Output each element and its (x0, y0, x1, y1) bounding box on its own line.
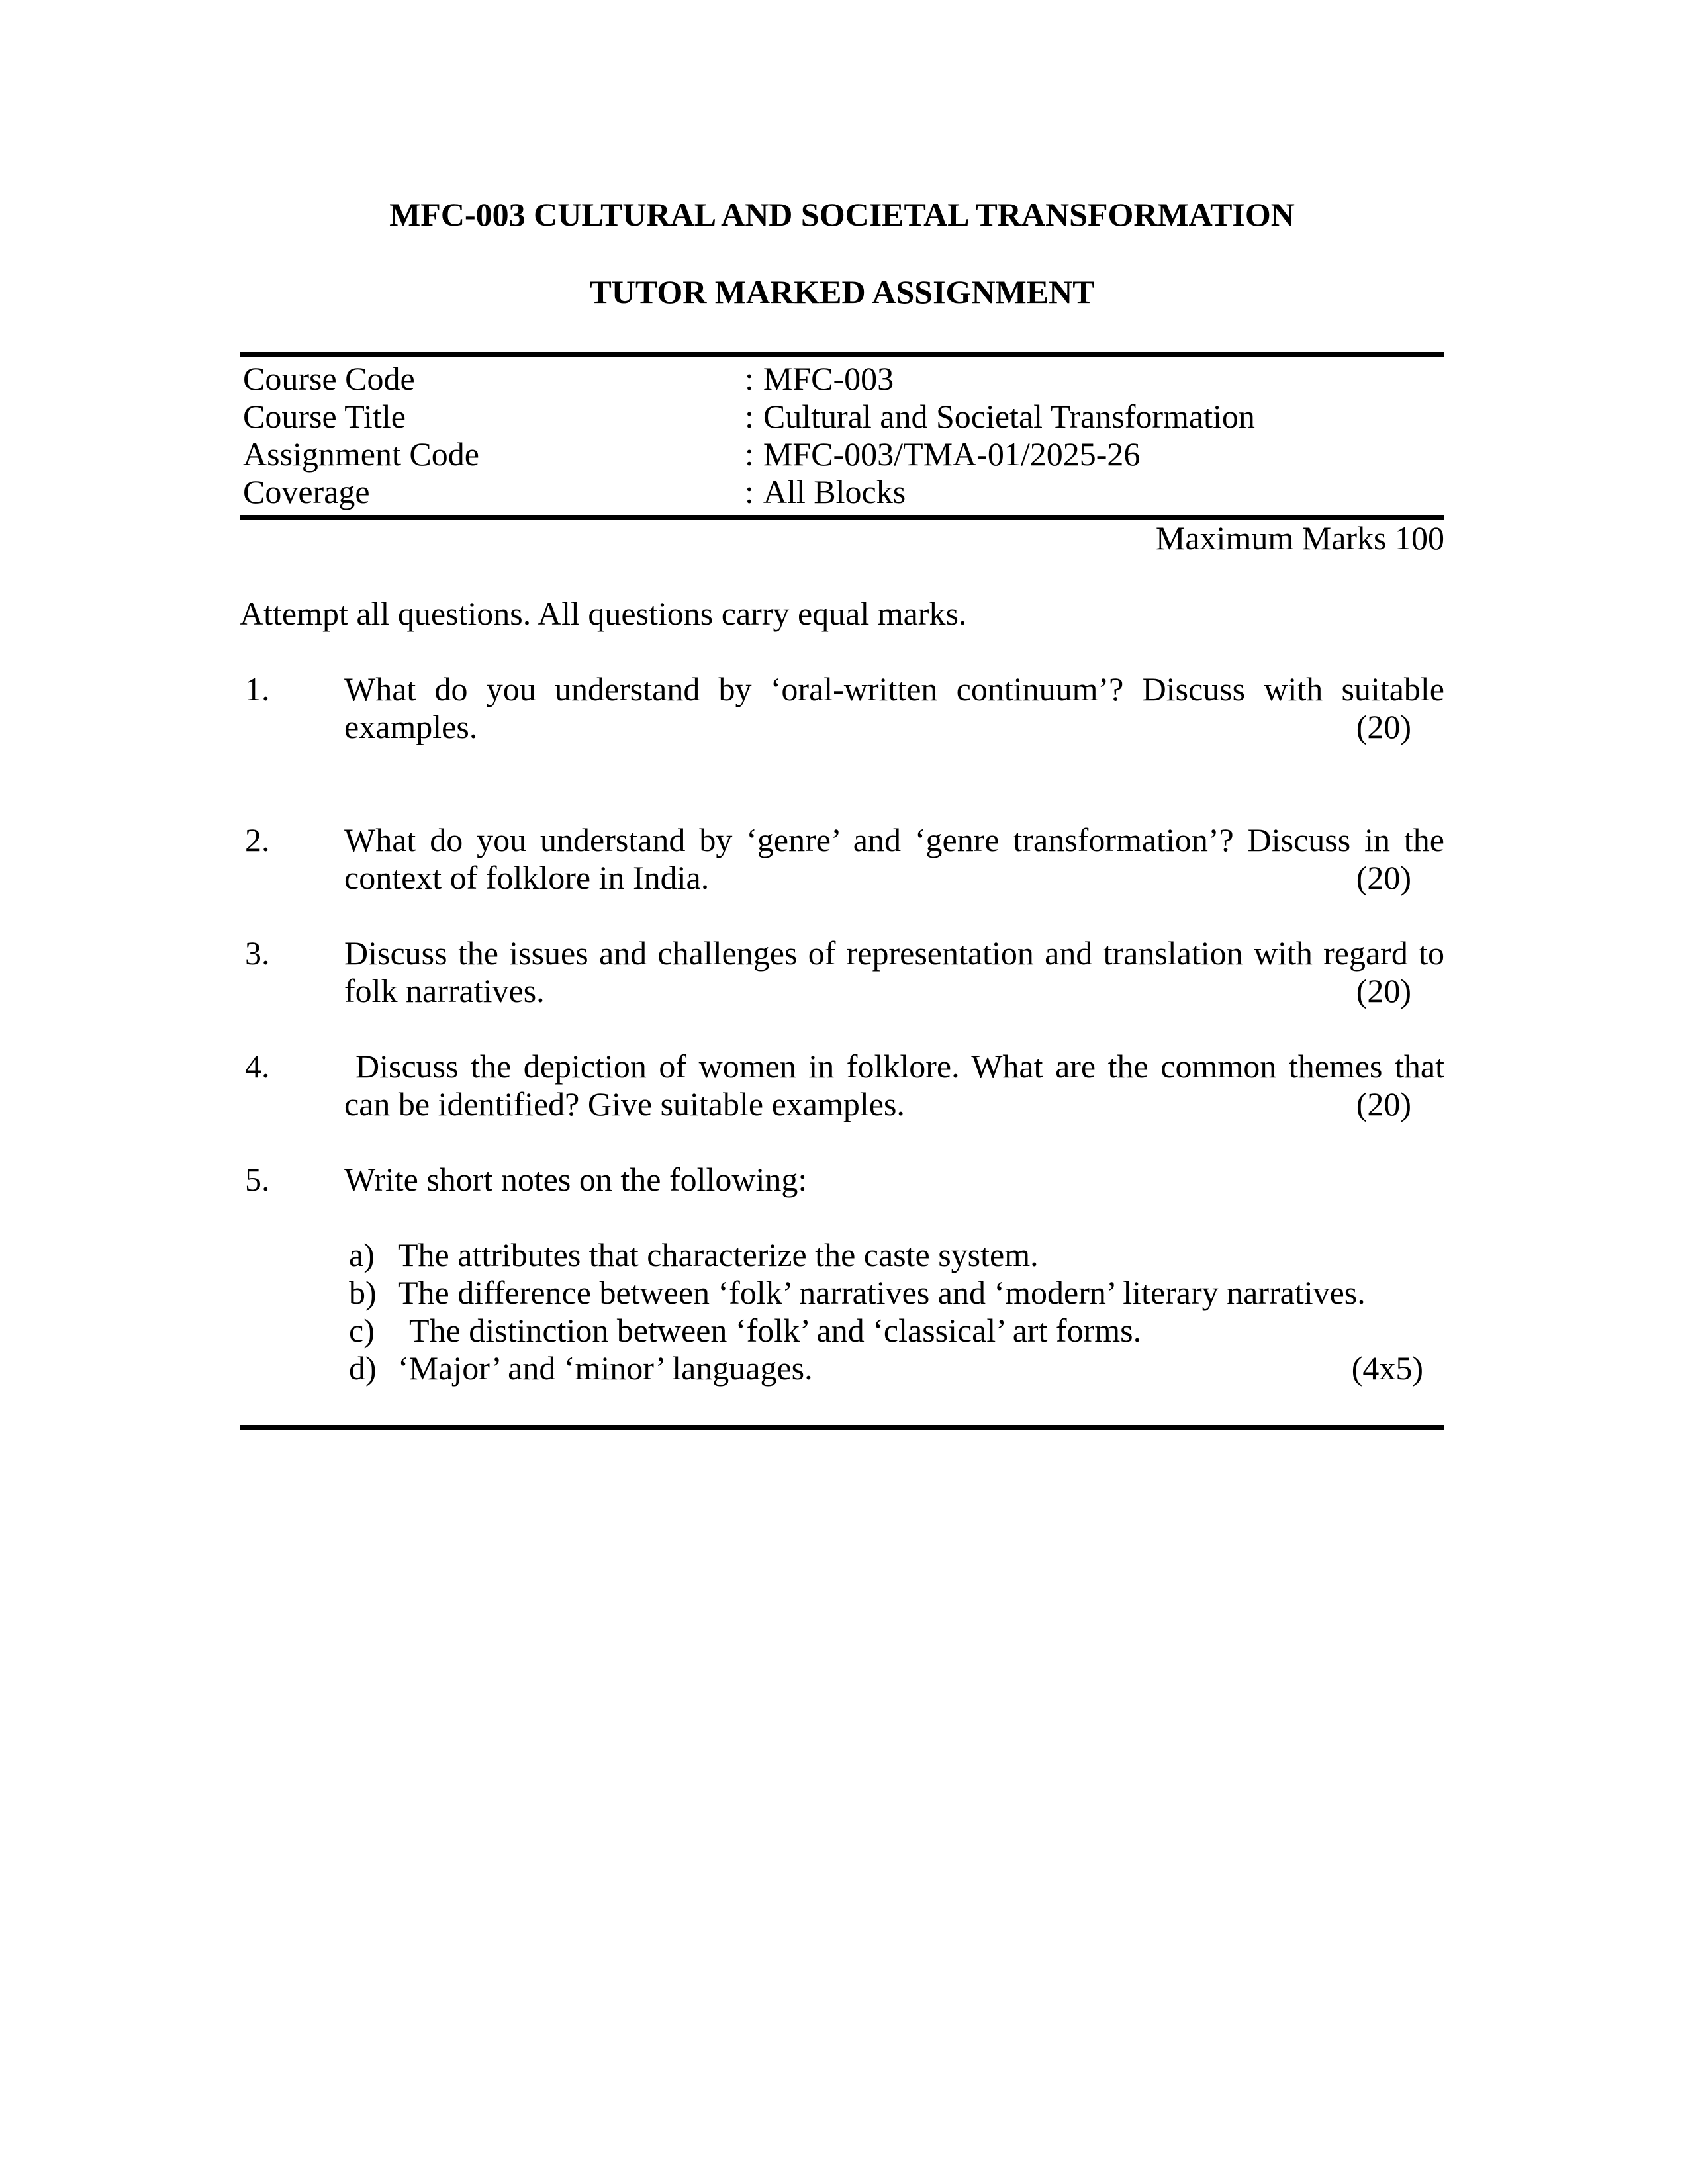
info-separator: : (745, 473, 754, 510)
question-number: 5. (245, 1161, 270, 1198)
question-3 (240, 934, 1444, 1010)
info-value: MFC-003/TMA-01/2025-26 (763, 435, 1141, 473)
question-4 (240, 1048, 1444, 1123)
sub-item-b (344, 1274, 1444, 1312)
info-label: Coverage (243, 473, 370, 510)
info-separator: : (745, 360, 754, 397)
sub-item-text: The difference between ‘folk’ narratives and ‘modern’ literary narratives. (398, 1274, 1366, 1311)
question-body (344, 670, 1444, 746)
question-number: 1. (245, 670, 270, 707)
question-marks: (20) (1356, 1085, 1411, 1122)
bottom-rule (240, 1425, 1444, 1430)
question-body (344, 1048, 1444, 1123)
question-marks: (20) (1356, 708, 1411, 745)
info-label: Course Title (243, 398, 406, 435)
question-body (344, 934, 1444, 1010)
short-notes-list (344, 1236, 1444, 1387)
info-row-course-title (240, 398, 1444, 435)
info-label: Assignment Code (243, 435, 479, 473)
question-number: 2. (245, 821, 270, 858)
sub-item-marker: c) (349, 1312, 375, 1349)
sub-item-marker: a) (349, 1236, 375, 1273)
info-row-assignment-code (240, 435, 1444, 473)
course-info-table (240, 352, 1444, 520)
info-value: MFC-003 (763, 360, 894, 397)
sub-item-text: The attributes that characterize the caste system. (398, 1236, 1039, 1273)
info-separator: : (745, 398, 754, 435)
sub-item-text: The distinction between ‘folk’ and ‘classical’ art forms. (409, 1312, 1142, 1349)
question-number: 4. (245, 1048, 270, 1085)
info-row-course-code (240, 360, 1444, 398)
question-text: Discuss the issues and challenges of representation and translation with regard to folk narratives. (344, 934, 1444, 1009)
info-label: Course Code (243, 360, 415, 397)
sub-item-a (344, 1236, 1444, 1274)
assignment-subtitle: TUTOR MARKED ASSIGNMENT (589, 273, 1095, 310)
question-2 (240, 821, 1444, 897)
question-marks: (20) (1356, 859, 1411, 896)
question-body (344, 1161, 1444, 1387)
max-marks-label: Maximum Marks 100 (1155, 520, 1444, 557)
question-text: What do you understand by ‘genre’ and ‘genre transformation’? Discuss in the context of folklore in India. (344, 821, 1444, 896)
question-number: 3. (245, 934, 270, 972)
question-text: Write short notes on the following: (344, 1161, 808, 1198)
sub-item-marks: (4x5) (1351, 1349, 1423, 1387)
question-5 (240, 1161, 1444, 1387)
sub-item-marker: d) (349, 1349, 377, 1387)
question-body (344, 821, 1444, 897)
sub-item-marker: b) (349, 1274, 377, 1311)
sub-item-c (344, 1312, 1444, 1349)
question-1 (240, 670, 1444, 746)
question-text: What do you understand by ‘oral-written continuum’? Discuss with suitable examples. (344, 670, 1444, 745)
info-row-coverage (240, 473, 1444, 511)
sub-item-d (344, 1349, 1444, 1387)
sub-item-text: ‘Major’ and ‘minor’ languages. (398, 1349, 813, 1387)
info-separator: : (745, 435, 754, 473)
question-marks: (20) (1356, 972, 1411, 1009)
info-value: Cultural and Societal Transformation (763, 398, 1255, 435)
instruction-text: Attempt all questions. All questions carry equal marks. (240, 595, 967, 632)
page-title: MFC-003 CULTURAL AND SOCIETAL TRANSFORMATION (389, 196, 1295, 233)
question-text: Discuss the depiction of women in folklore. What are the common themes that can be identified? Give suitable examples. (344, 1048, 1444, 1122)
info-value: All Blocks (763, 473, 906, 510)
